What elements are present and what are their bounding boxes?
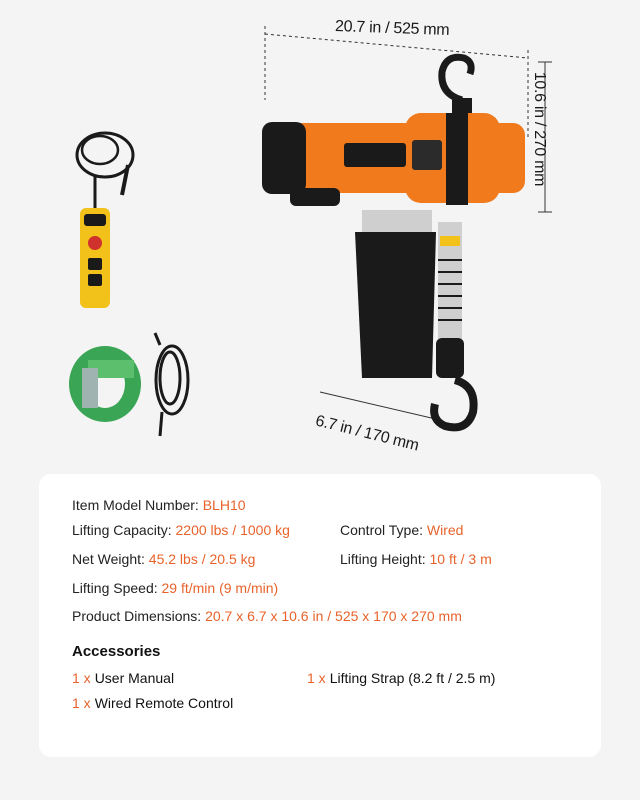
height-dimension-label: 10.6 in / 270 mm <box>531 71 549 187</box>
specifications-card <box>39 474 601 757</box>
wired-remote-control-image <box>77 133 133 308</box>
spec-net-weight: Net Weight: 45.2 lbs / 20.5 kg <box>72 551 256 567</box>
electric-hoist-image <box>262 57 525 427</box>
spec-lifting-height: Lifting Height: 10 ft / 3 m <box>340 551 492 567</box>
depth-dimension-line <box>320 392 440 420</box>
accessory-lifting-strap: 1 x Lifting Strap (8.2 ft / 2.5 m) <box>307 670 496 686</box>
depth-dimension-label: 6.7 in / 170 mm <box>313 412 421 455</box>
lifting-strap-image <box>69 346 141 422</box>
accessories-heading: Accessories <box>72 643 161 660</box>
power-cord-image <box>155 333 188 436</box>
spec-control-type: Control Type: Wired <box>340 522 464 538</box>
spec-product-dimensions: Product Dimensions: 20.7 x 6.7 x 10.6 in / 525 x 170 x 270 mm <box>72 608 462 624</box>
spec-lifting-capacity: Lifting Capacity: 2200 lbs / 1000 kg <box>72 522 290 538</box>
spec-model: Item Model Number: BLH10 <box>72 497 246 513</box>
accessory-wired-remote: 1 x Wired Remote Control <box>72 695 234 711</box>
accessory-user-manual: 1 x User Manual <box>72 670 175 686</box>
width-dimension-label: 20.7 in / 525 mm <box>334 18 450 39</box>
spec-lifting-speed: Lifting Speed: 29 ft/min (9 m/min) <box>72 580 279 596</box>
